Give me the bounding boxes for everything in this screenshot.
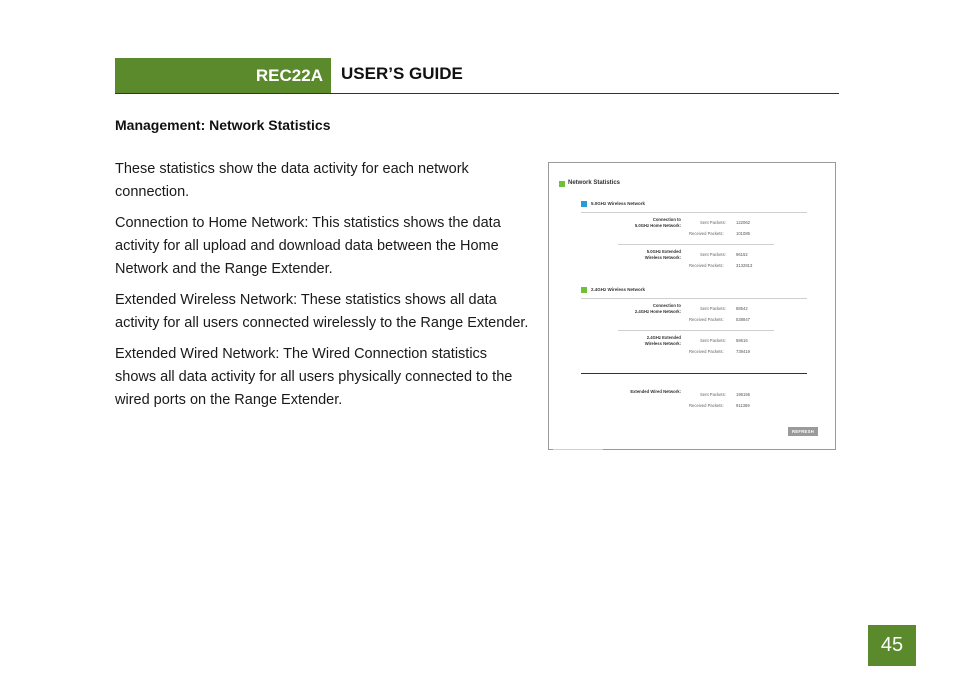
stat-key: Received Packets: (689, 349, 724, 354)
band-24g-divider (581, 298, 807, 299)
paragraph: Extended Wireless Network: These statistics shows all data activity for all users connected wirelessly to the Range Extender. (115, 292, 529, 331)
stat-key: Sent Packets: (700, 338, 726, 343)
stat-value: 96152 (736, 252, 748, 257)
band-5g-divider (581, 212, 807, 213)
home-24g-label-line1: Connection to (652, 303, 681, 308)
stat-value: 122062 (736, 220, 750, 225)
stat-value: 739419 (736, 349, 750, 354)
band-5g-title: 5.0GHz Wireless Network (591, 201, 645, 206)
stat-key: Sent Packets: (700, 220, 726, 225)
band-24g-marker-icon (581, 287, 587, 293)
page-number: 45 (868, 625, 916, 666)
home-5g-label-line1: Connection to (652, 217, 681, 222)
stat-value: 101085 (736, 231, 750, 236)
section-heading: Management: Network Statistics (115, 117, 331, 133)
paragraph: Extended Wired Network: The Wired Connection statistics shows all data activity for all users physically connected to the wired ports on the Range Extender. (115, 346, 513, 408)
stat-key: Sent Packets: (700, 252, 726, 257)
stat-key: Received Packets: (689, 263, 724, 268)
refresh-button[interactable]: REFRESH (788, 427, 818, 436)
band-24g-title: 2.4GHz Wireless Network (591, 287, 645, 292)
stat-key: Sent Packets: (700, 306, 726, 311)
home-24g-label-line2: 2.4GHz Home Network: (634, 308, 681, 314)
ext-5g-label (589, 249, 681, 260)
ext-24g-label (589, 335, 681, 346)
ext-24g-label-line2: Wireless Network: (644, 340, 681, 346)
home-5g-label-line2: 5.0GHz Home Network: (634, 222, 681, 228)
stat-key: Received Packets: (689, 317, 724, 322)
ext-24g-label-line1: 2.4GHz Extended (646, 335, 681, 340)
ext-5g-label-line1: 5.0GHz Extended (646, 249, 681, 254)
row-divider (618, 330, 774, 331)
screenshot-bottom-mark (553, 449, 603, 450)
home-24g-label (589, 303, 681, 314)
header-product-band (115, 58, 331, 93)
band-5g-marker-icon (581, 201, 587, 207)
stat-value: 88542 (736, 306, 748, 311)
stat-key: Received Packets: (689, 403, 724, 408)
guide-title: USER’S GUIDE (341, 64, 463, 83)
wired-label: Extended Wired Network: (630, 389, 681, 394)
stat-value: 3132813 (736, 263, 753, 268)
ext-5g-label-line2: Wireless Network: (644, 254, 681, 260)
row-divider (618, 244, 774, 245)
screenshot-title: Network Statistics (568, 180, 621, 186)
body-text (115, 158, 530, 420)
section-marker-icon (559, 181, 565, 187)
paragraph: Connection to Home Network: This statistics shows the data activity for all upload and download data between the Home Network and the Range Extender. (115, 215, 501, 277)
stat-key: Received Packets: (689, 231, 724, 236)
stat-value: 538847 (736, 317, 750, 322)
wired-divider (581, 373, 807, 374)
stat-value: 58616 (736, 338, 748, 343)
product-name: REC22A (255, 65, 323, 85)
home-5g-label (589, 217, 681, 228)
header-divider (115, 93, 839, 94)
network-statistics-screenshot (548, 162, 836, 450)
stat-value: 911369 (736, 403, 750, 408)
stat-key: Sent Packets: (700, 392, 726, 397)
paragraph: These statistics show the data activity for each network connection. (115, 161, 469, 200)
stat-value: 196156 (736, 392, 750, 397)
